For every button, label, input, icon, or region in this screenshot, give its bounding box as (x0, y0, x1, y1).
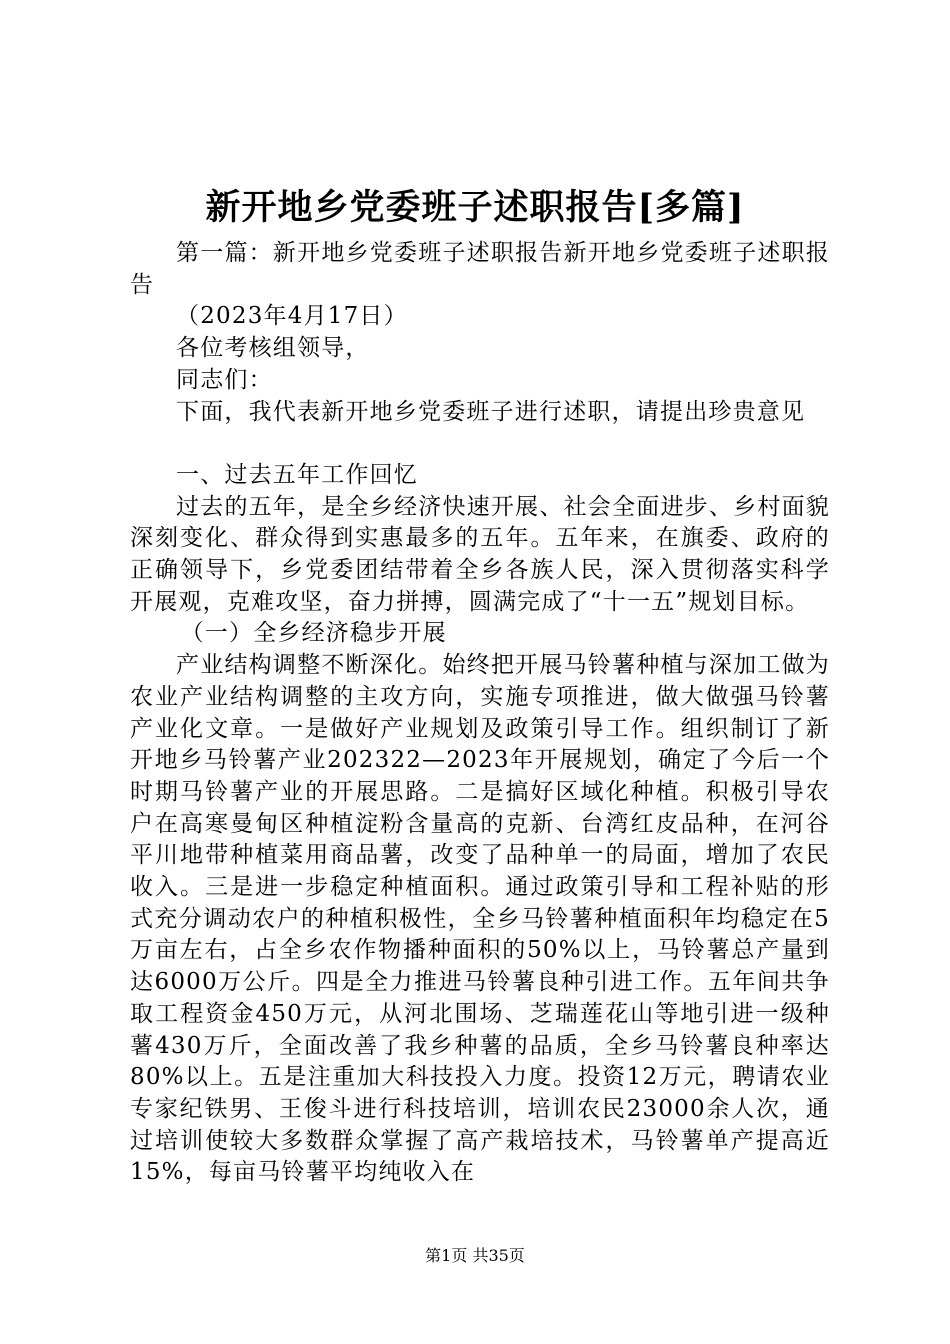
paragraph-gap (130, 428, 830, 460)
document-body (130, 238, 830, 1189)
salutation-leaders: 各位考核组领导， (176, 335, 370, 362)
part-heading: 第一篇：新开地乡党委班子述职报告新开地乡党委班子述职报告 (130, 240, 830, 298)
subsection-heading: （一）全乡经济稳步开展 (180, 620, 447, 647)
page-footer: 第1页 共35页 (425, 1246, 525, 1265)
section-heading: 一、过去五年工作回忆 (176, 461, 418, 488)
section-intro-paragraph: 过去的五年，是全乡经济快速开展、社会全面进步、乡村面貌深刻变化、群众得到实惠最多的五年。五年来，在旗委、政府的正确领导下，乡党委团结带着全乡各族人民，深入贯彻落实科学开展观，克难攻坚，奋力拼搏，圆满完成了“十一五”规划目标。 (130, 493, 830, 615)
page-title: 新开地乡党委班子述职报告[多篇] (205, 187, 745, 228)
report-date: （2023年4月17日） (176, 303, 408, 330)
opening-paragraph: 下面，我代表新开地乡党委班子进行述职，请提出珍贵意见 (176, 398, 806, 425)
salutation-comrades: 同志们： (176, 366, 273, 393)
subsection-body-paragraph: 产业结构调整不断深化。始终把开展马铃薯种植与深加工做为农业产业结构调整的主攻方向，实施专项推进，做大做强马铃薯产业化文章。一是做好产业规划及政策引导工作。组织制订了新开地乡马铃薯产业202322—2023年开展规划，确定了今后一个时期马铃薯产业的开展思路。二是搞好区域化种植。积极引导农户在高寒曼甸区种植淀粉含量高的克新、台湾红皮品种，在河谷平川地带种植菜用商品薯，改变了品种单一的局面，增加了农民收入。三是进一步稳定种植面积。通过政策引导和工程补贴的形式充分调动农户的种植积极性，全乡马铃薯种植面积年均稳定在5万亩左右，占全乡农作物播种面积的50%以上，马铃薯总产量到达6000万公斤。四是全力推进马铃薯良种引进工作。五年间共争取工程资金450万元，从河北围场、芝瑞莲花山等地引进一级种薯430万斤，全面改善了我乡种薯的品质，全乡马铃薯良种率达80%以上。五是注重加大科技投入力度。投资12万元，聘请农业专家纪铁男、王俊斗进行科技培训，培训农民23000余人次，通过培训使较大多数群众掌握了高产栽培技术，马铃薯单产提高近15%，每亩马铃薯平均纯收入在 (130, 652, 830, 1186)
